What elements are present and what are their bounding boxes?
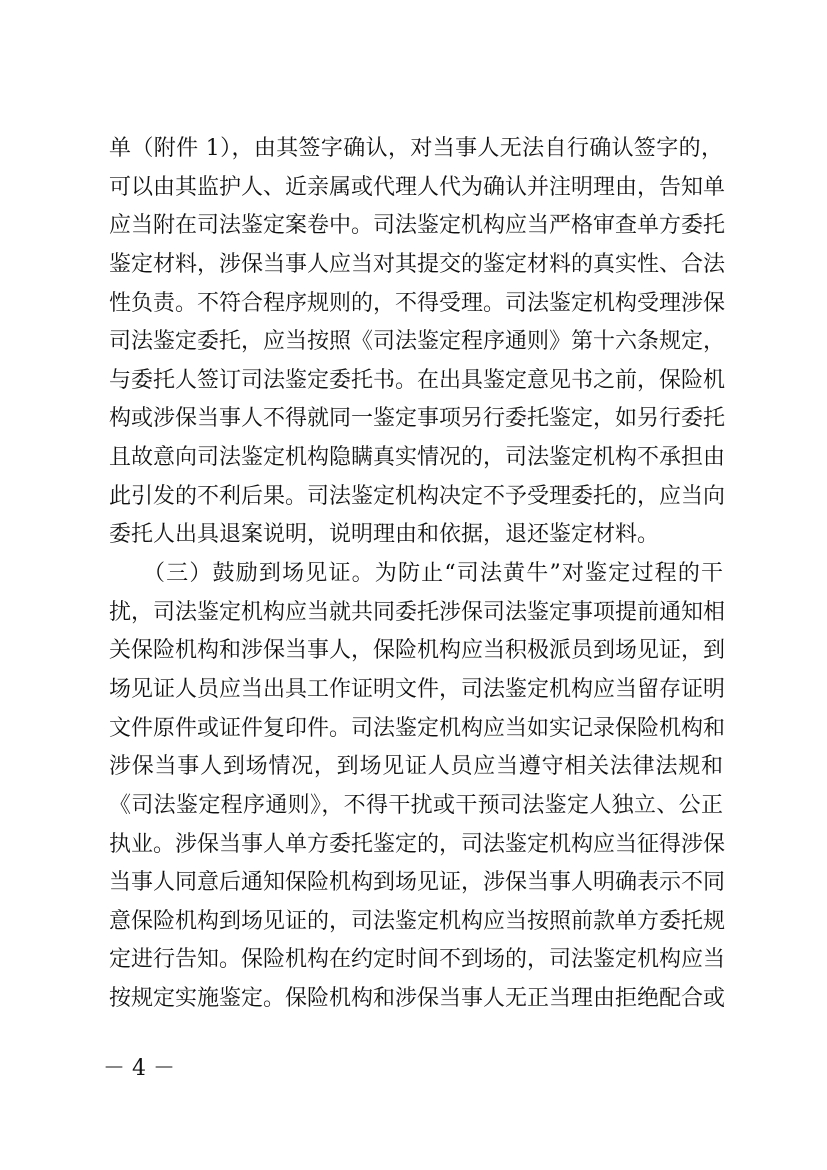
text-line: 单（附件 1），由其签字确认，对当事人无法自行确认签字的， xyxy=(109,136,723,161)
text-line: 场见证人员应当出具工作证明文件，司法鉴定机构应当留存证明 xyxy=(109,676,726,702)
text-line: 当事人同意后通知保险机构到场见证，涉保当事人明确表示不同 xyxy=(109,870,726,896)
text-line: 司法鉴定委托，应当按照《司法鉴定程序通则》第十六条规定， xyxy=(109,329,726,355)
text-line: 定进行告知。保险机构在约定时间不到场的，司法鉴定机构应当 xyxy=(109,947,726,973)
text-line: 扰，司法鉴定机构应当就共同委托涉保司法鉴定事项提前通知相 xyxy=(109,599,726,625)
text-line: 按规定实施鉴定。保险机构和涉保当事人无正当理由拒绝配合或 xyxy=(109,986,726,1012)
text-line: 委托人出具退案说明，说明理由和依据，退还鉴定材料。 xyxy=(109,522,660,548)
text-line: 可以由其监护人、近亲属或代理人代为确认并注明理由，告知单 xyxy=(109,174,726,200)
text-line: 鉴定材料，涉保当事人应当对其提交的鉴定材料的真实性、合法 xyxy=(109,251,726,277)
text-line: 构或涉保当事人不得就同一鉴定事项另行委托鉴定，如另行委托 xyxy=(109,406,726,432)
text-line: 执业。涉保当事人单方委托鉴定的，司法鉴定机构应当征得涉保 xyxy=(109,831,726,857)
text-line: 且故意向司法鉴定机构隐瞒真实情况的，司法鉴定机构不承担由 xyxy=(109,445,726,471)
text-line: 涉保当事人到场情况，到场见证人员应当遵守相关法律法规和 xyxy=(109,754,723,780)
text-line: 应当附在司法鉴定案卷中。司法鉴定机构应当严格审查单方委托 xyxy=(109,213,726,239)
text-line: 关保险机构和涉保当事人，保险机构应当积极派员到场见证，到 xyxy=(109,638,726,664)
page-number: － 4 － xyxy=(103,1056,175,1081)
text-line: 与委托人签订司法鉴定委托书。在出具鉴定意见书之前，保险机 xyxy=(109,367,726,393)
section-heading-line: （三）鼓励到场见证。为防止“司法黄牛”对鉴定过程的干 xyxy=(143,561,723,587)
text-line: 文件原件或证件复印件。司法鉴定机构应当如实记录保险机构和 xyxy=(109,715,726,741)
text-line: 性负责。不符合程序规则的，不得受理。司法鉴定机构受理涉保 xyxy=(109,290,726,316)
text-line: 意保险机构到场见证的，司法鉴定机构应当按照前款单方委托规 xyxy=(109,908,726,934)
text-line: 此引发的不利后果。司法鉴定机构决定不予受理委托的，应当向 xyxy=(109,483,726,509)
document-body xyxy=(109,134,726,1023)
text-line: 《司法鉴定程序通则》，不得干扰或干预司法鉴定人独立、公正 xyxy=(109,792,723,818)
